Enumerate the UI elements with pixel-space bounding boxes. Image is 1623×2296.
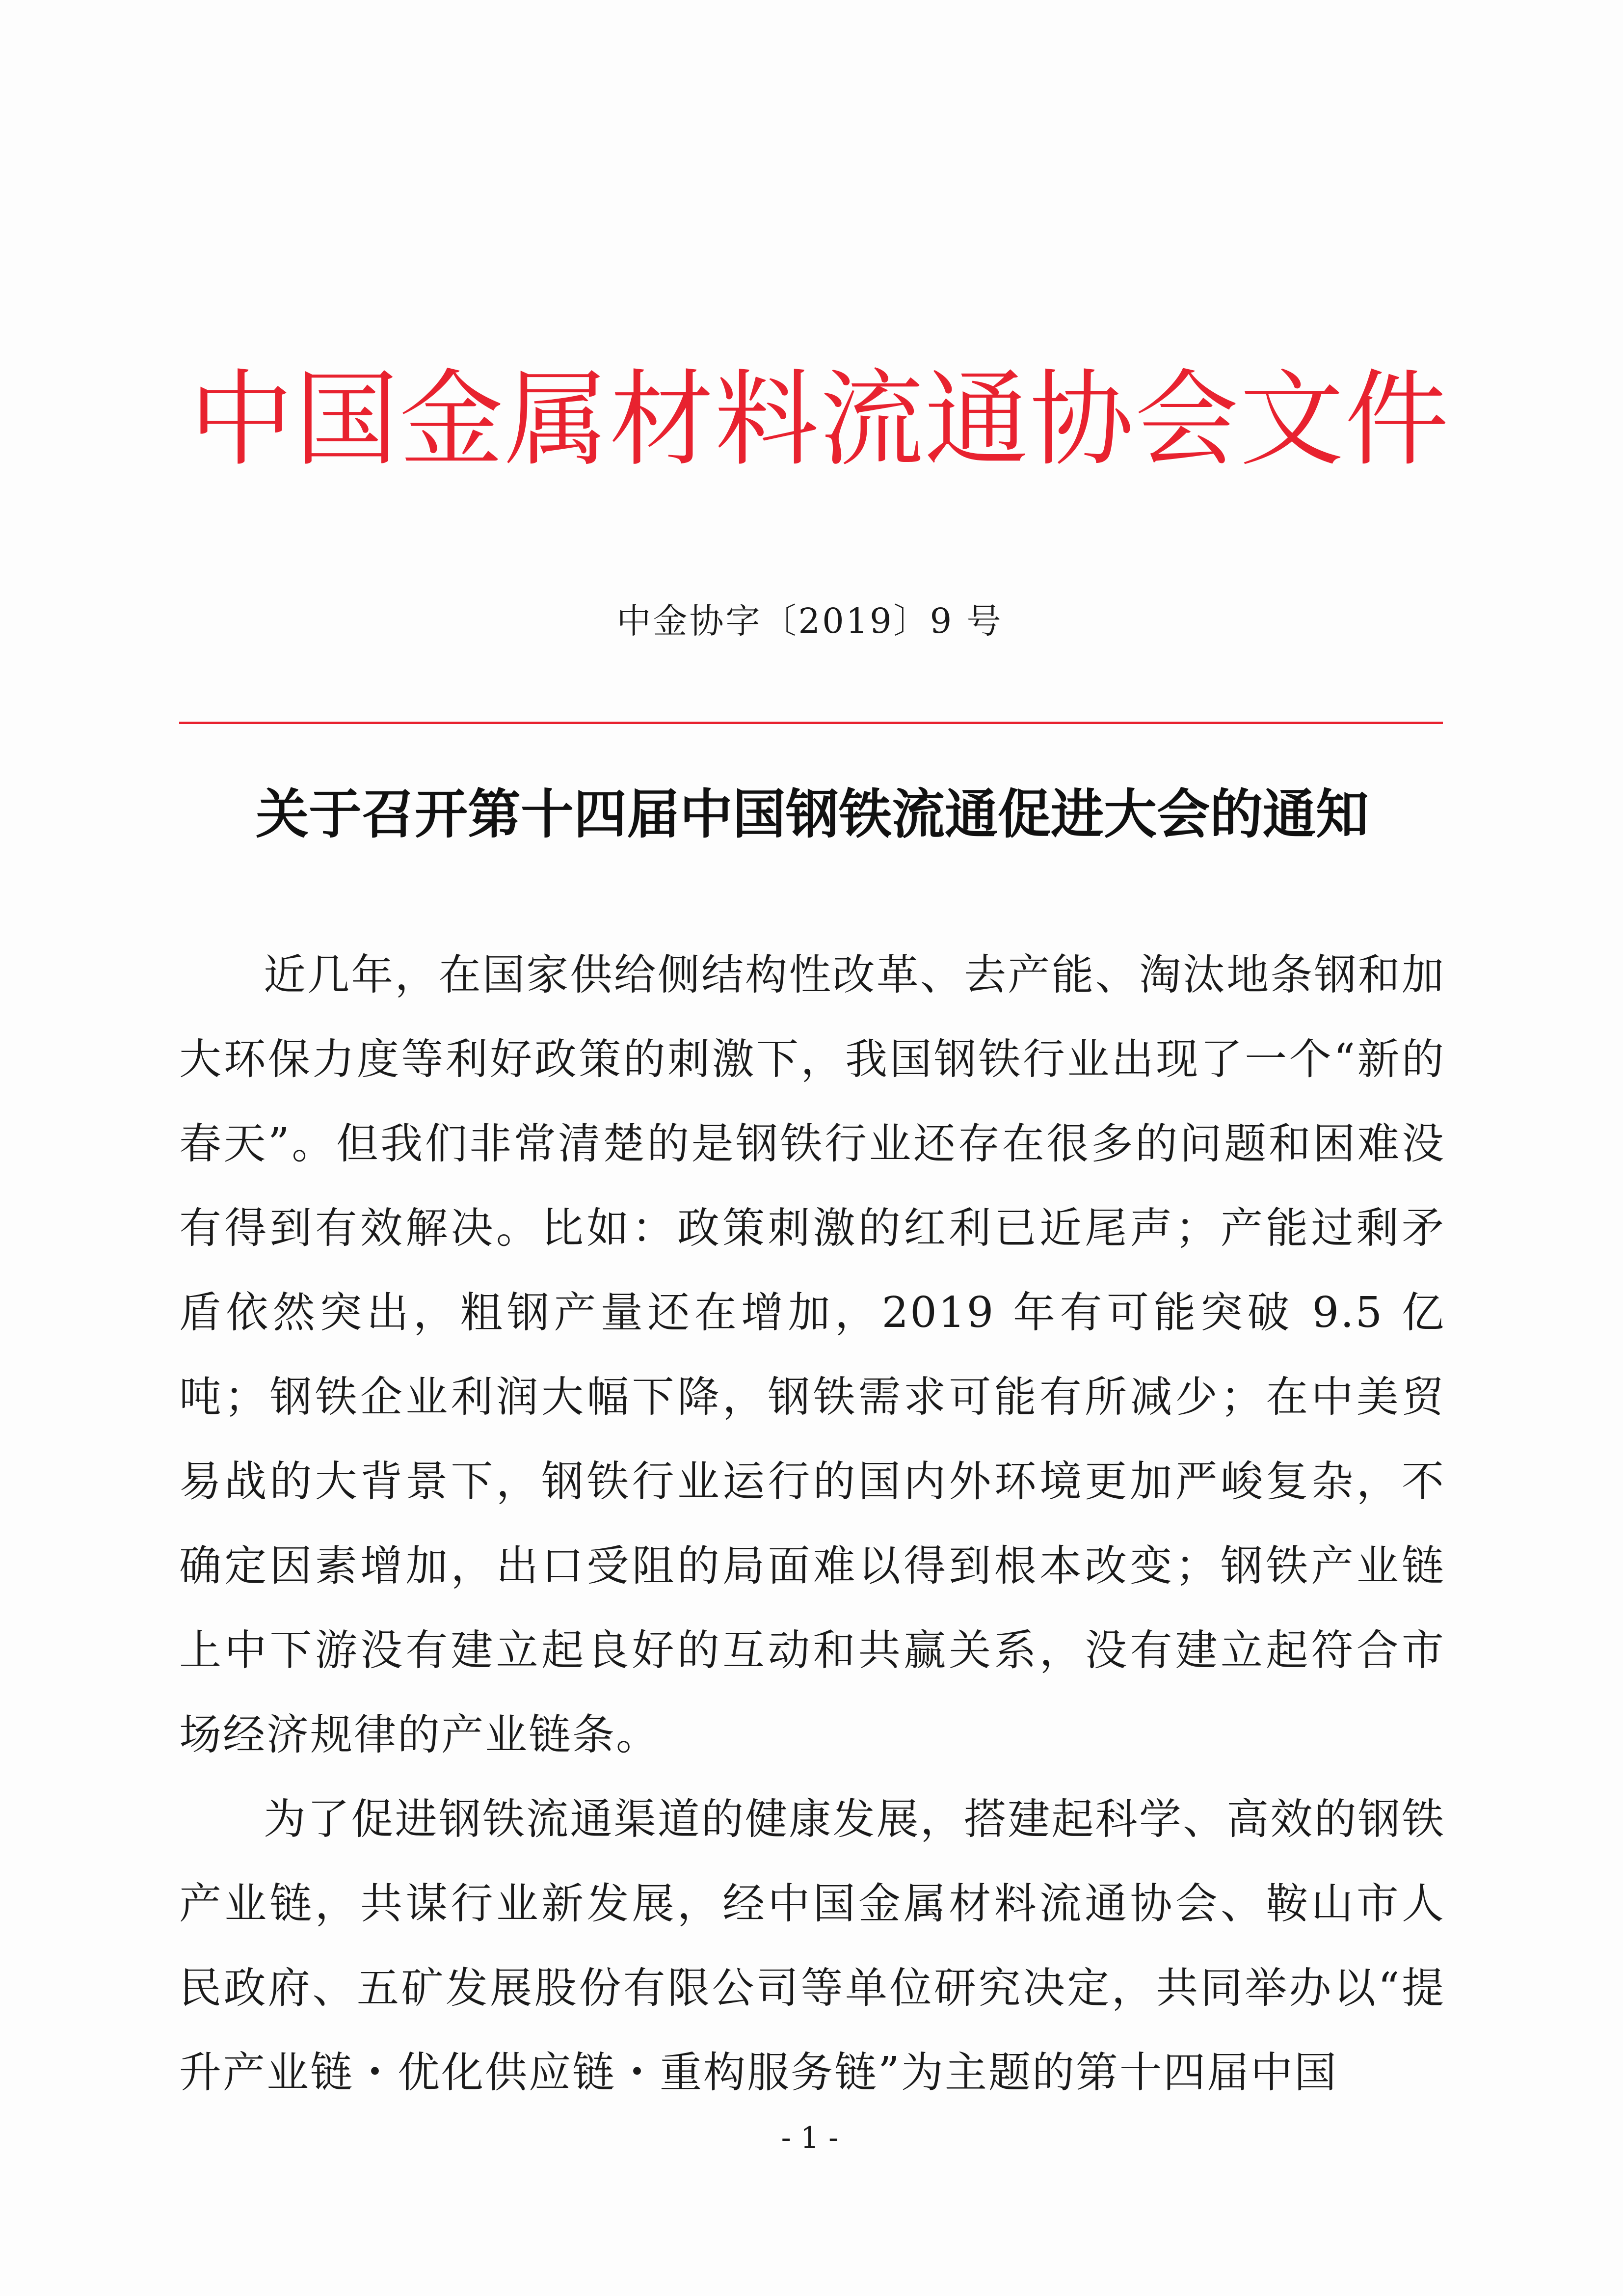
page-number: - 1 - [781, 2121, 839, 2155]
document-body [179, 933, 1445, 2115]
document-number: 中金协字〔2019〕9 号 [616, 601, 1003, 641]
body-paragraph: 为了促进钢铁流通渠道的健康发展，搭建起科学、高效的钢铁产业链，共谋行业新发展，经中国金属材料流通协会、鞍山市人民政府、五矿发展股份有限公司等单位研究决定，共同举办以“提升产业链・优化供应链・重构服务链”为主题的第十四届中国 [179, 1795, 1445, 2097]
red-separator-line [179, 722, 1443, 724]
notice-title: 关于召开第十四届中国钢铁流通促进大会的通知 [255, 784, 1369, 845]
issuer-header-title: 中国金属材料流通协会文件 [189, 359, 1450, 480]
body-paragraph: 近几年，在国家供给侧结构性改革、去产能、淘汰地条钢和加大环保力度等利好政策的刺激下，我国钢铁行业出现了一个“新的春天”。但我们非常清楚的是钢铁行业还存在很多的问题和困难没有得到有效解决。比如：政策刺激的红利已近尾声；产能过剩矛盾依然突出，粗钢产量还在增加，2019 年有可能突破 9.5 亿吨；钢铁企业利润大幅下降，钢铁需求可能有所减少；在中美贸易战的大背景下，钢铁行业运行的国内外环境更加严峻复杂，不确定因素增加，出口受阻的局面难以得到根本改变；钢铁产业链上中下游没有建立起良好的互动和共赢关系，没有建立起符合市场经济规律的产业链条。 [179, 950, 1445, 1759]
